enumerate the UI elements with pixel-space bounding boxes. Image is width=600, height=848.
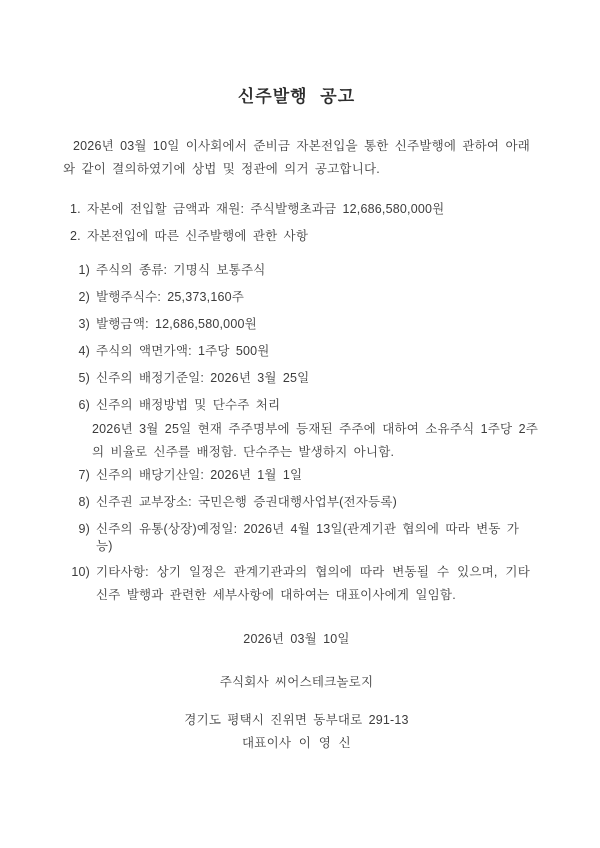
- sub-item-7: [71, 467, 530, 484]
- sub-item-number: 10): [71, 565, 90, 579]
- footer-company-name: 주식회사 씨어스테크놀로지: [219, 675, 374, 689]
- sub-item-6-detail: 2026년 3월 25일 현재 주주명부에 등재된 주주에 대하여 소유주식 1주당 2주의 비율로 신주를 배정함. 단수주는 발생하지 아니함.: [92, 422, 538, 459]
- sub-item-number: 8): [78, 495, 90, 509]
- sub-item-number: 2): [78, 290, 90, 304]
- sub-item-4: [71, 343, 530, 360]
- sub-item-text: 신주의 배당기산일: 2026년 1월 1일: [96, 468, 303, 482]
- sub-item-text: 발행주식수: 25,373,160주: [96, 290, 245, 304]
- sub-item-text: 신주의 유통(상장)예정일: 2026년 4월 13일(관계기관 협의에 따라 변동 가능): [96, 522, 520, 553]
- page-title: 신주발행 공고: [237, 87, 356, 106]
- sub-item-text: 기타사항: 상기 일정은 관계기관과의 협의에 따라 변동될 수 있으며, 기타 신주 발행과 관련한 세부사항에 대하여는 대표이사에게 일임함.: [96, 565, 530, 602]
- sub-item-3: [71, 316, 530, 333]
- list-item-number: 1.: [70, 202, 81, 216]
- sub-item-10: [71, 561, 530, 607]
- sub-item-number: 3): [78, 317, 90, 331]
- footer-ceo-name: 대표이사 이 영 신: [242, 736, 351, 750]
- sub-item-text: 신주의 배정기준일: 2026년 3월 25일: [96, 371, 310, 385]
- sub-item-1: [71, 262, 530, 279]
- list-item-1: [70, 201, 530, 218]
- sub-item-number: 6): [78, 398, 90, 412]
- sub-item-number: 4): [78, 344, 90, 358]
- sub-item-number: 9): [78, 522, 90, 536]
- sub-item-number: 7): [78, 468, 90, 482]
- sub-item-number: 1): [78, 263, 90, 277]
- sub-item-9: [71, 521, 530, 555]
- intro-paragraph: 2026년 03월 10일 이사회에서 준비금 자본전입을 통한 신주발행에 관하여 아래와 같이 결의하였기에 상법 및 정관에 의거 공고합니다.: [63, 139, 530, 176]
- list-item-number: 2.: [70, 229, 81, 243]
- sub-item-8: [71, 494, 530, 511]
- list-item-text: 자본에 전입할 금액과 재원: 주식발행초과금 12,686,580,000원: [87, 202, 445, 216]
- list-item-text: 자본전입에 따른 신주발행에 관한 사항: [87, 229, 309, 243]
- sub-item-text: 주식의 액면가액: 1주당 500원: [96, 344, 270, 358]
- sub-item-text: 주식의 종류: 기명식 보통주식: [96, 263, 266, 277]
- sub-item-number: 5): [78, 371, 90, 385]
- sub-item-6: [71, 397, 530, 414]
- sub-item-5: [71, 370, 530, 387]
- sub-item-text: 신주의 배정방법 및 단수주 처리: [96, 398, 281, 412]
- sub-item-text: 발행금액: 12,686,580,000원: [96, 317, 257, 331]
- footer-date: 2026년 03월 10일: [243, 632, 350, 646]
- sub-item-text: 신주권 교부장소: 국민은행 증권대행사업부(전자등록): [96, 495, 397, 509]
- footer-company-address: 경기도 평택시 진위면 동부대로 291-13: [184, 713, 409, 727]
- list-item-2: [70, 228, 530, 245]
- sub-item-2: [71, 289, 530, 306]
